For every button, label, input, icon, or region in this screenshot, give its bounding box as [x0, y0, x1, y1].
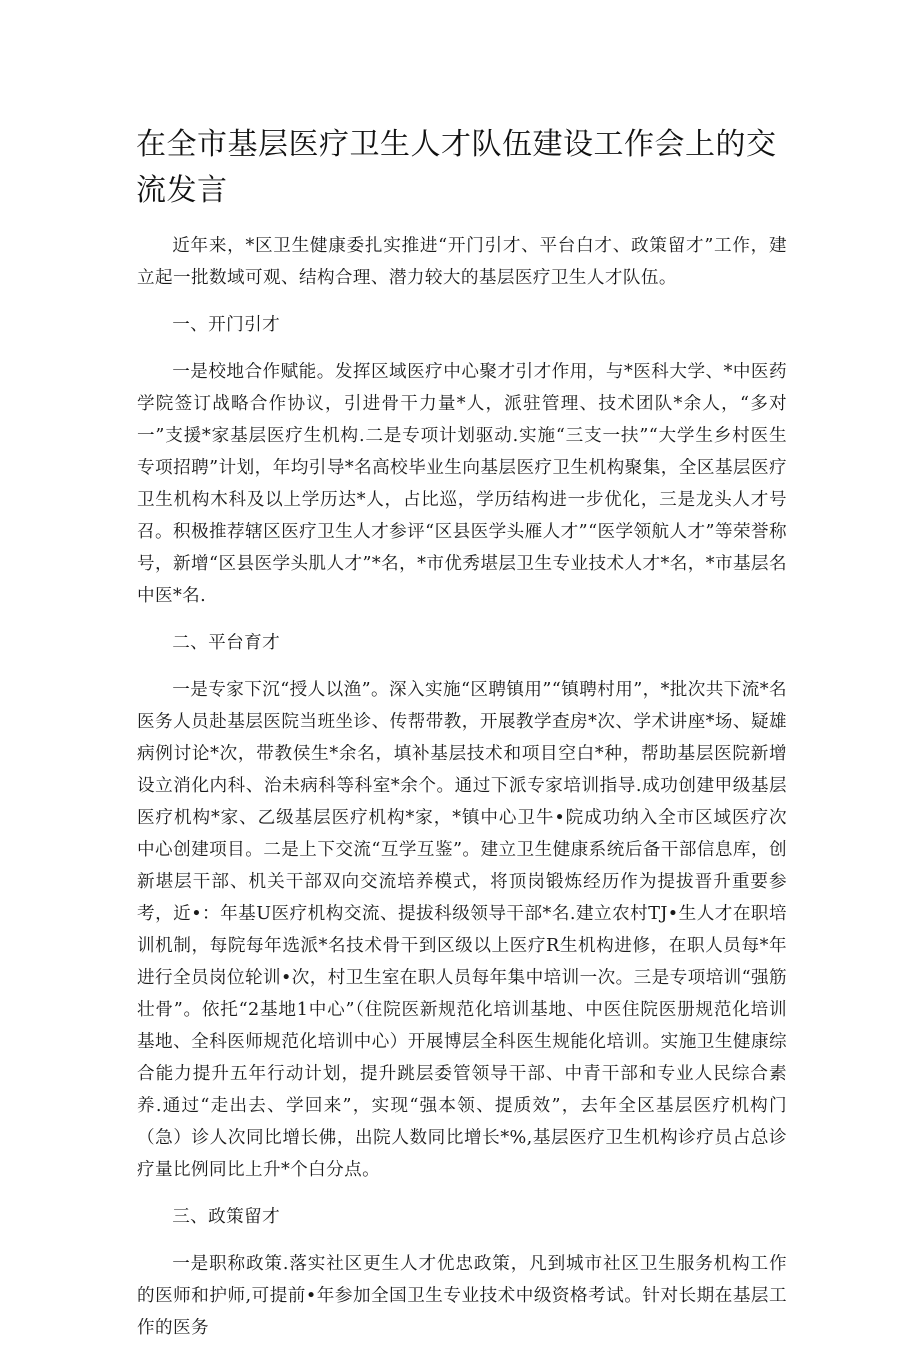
section-heading-retain: 三、政策留才 [172, 1207, 281, 1227]
intro-paragraph: 近年来，*区卫生健康委扎实推进“开门引才、平台白才、政策留才”工作，建立起一批数域可观、结构合理、潜力较大的基层医疗卫生人才队伍。 [137, 236, 787, 288]
section-paragraph-recruit: 一是校地合作赋能。发挥区域医疗中心聚才引才作用，与*医科大学、*中医药学院签订战略合作协议，引进骨干力量*人，派驻管理、技术团队*余人，“多对一”支援*家基层医疗生机构.二是专项计划驱动.实施“三支一扶”“大学生乡村医生专项招聘”计划，年均引导*名高校毕业生向基层医疗卫生机构聚集，全区基层医疗卫生机构木科及以上学历达*人，占比巡，学历结构进一步优化，三是龙头人才号召。积极推荐辖区医疗卫生人才参评“区县医学头雁人才”“医学领航人才”等荣誉称号，新增“区县医学头肌人才”*名，*市优秀堪层卫生专业技术人才*名，*市基层名中医*名. [137, 362, 787, 606]
section-heading-recruit: 一、开门引才 [172, 315, 281, 335]
section-paragraph-cultivate: 一是专家下沉“授人以渔”。深入实施“区聘镇用”“镇聘村用”，*批次共下流*名医务人员赴基层医院当班坐诊、传帮带教，开展教学查房*次、学术讲座*场、疑雄病例讨论*次，带教侯生*余名，填补基层技术和项目空白*种，帮助基层医院新增设立消化内科、治未病科等科室*余个。通过下派专家培训指导.成功创建甲级基层医疗机构*家、乙级基层医疗机构*家，*镇中心卫牛•院成功纳入全市区域医疗次中心创建项目。二是上下交流“互学互鉴”。建立卫生健康系统后备干部信息库，创新堪层干部、机关干部双向交流培养模式，将顶岗锻炼经历作为提拔晋升重要参考，近•：年基U医疗机构交流、提拔科级领导干部*名.建立农村TJ•生人才在职培训机制，每院每年选派*名技术骨干到区级以上医疗R生机构进修，在职人员每*年进行全员岗位轮训•次，村卫生室在职人员每年集中培训一次。三是专项培训“强筋壮骨”。依托“2基地1中心”（住院医新规范化培训基地、中医住院医册规范化培训基地、全科医师规范化培训中心）开展博层全科医生规能化培训。实施卫生健康综合能力提升五年行动计划，提升跳层委管领导干部、中青干部和专业人民综合素养.通过“走出去、学回来”，实现“强本领、提质效”，去年全区基层医疗机构门（急）诊人次同比增长佛，出院人数同比增长*%,基层医疗卫生机构诊疗员占总诊疗量比例同比上升*个白分点。 [137, 680, 787, 1180]
section-paragraph-retain: 一是职称政策.落实社区更生人才优忠政策，凡到城市社区卫生服务机构工作的医师和护师,可提前•年参加全国卫生专业技术中级资格考试。针对长期在基层工作的医务 [137, 1254, 787, 1338]
section-heading-cultivate: 二、平台育才 [172, 633, 281, 653]
document-body [137, 230, 787, 1359]
document-title: 在全市基层医疗卫生人才队伍建设工作会上的交流发言 [136, 127, 777, 208]
